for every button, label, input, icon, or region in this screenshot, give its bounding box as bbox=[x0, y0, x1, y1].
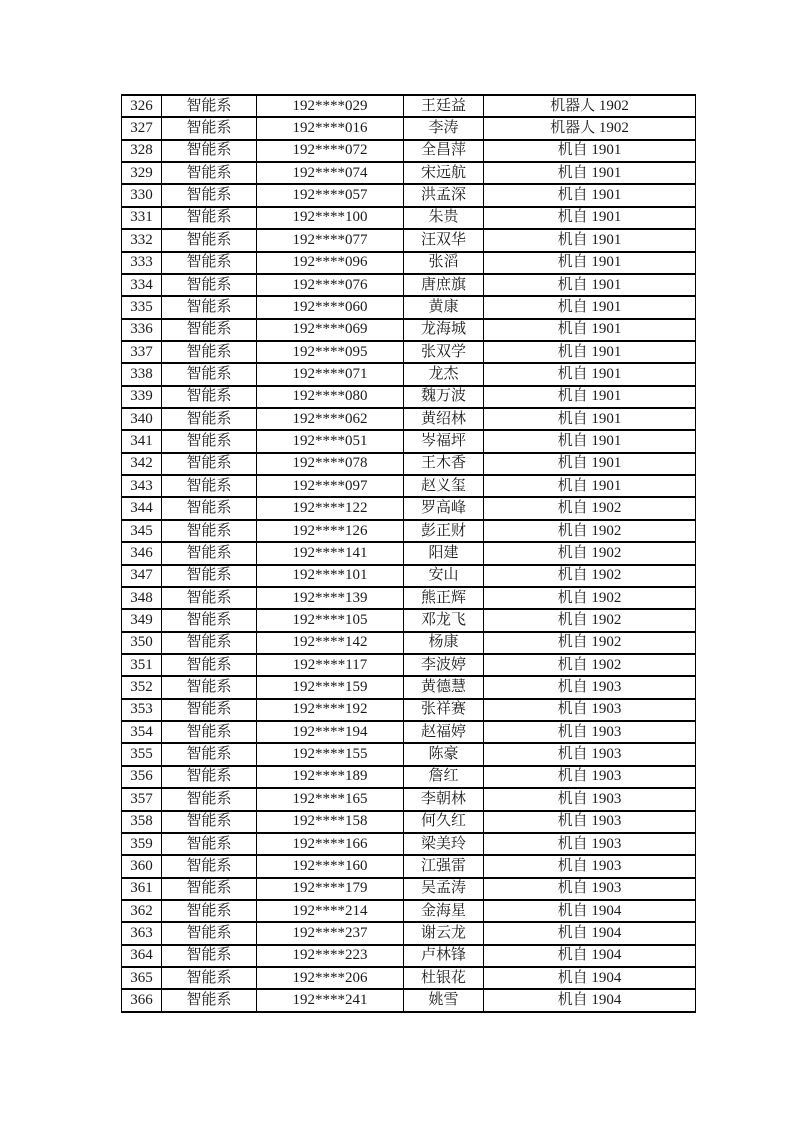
cell-index: 340 bbox=[122, 408, 162, 430]
cell-student-id: 192****062 bbox=[257, 408, 404, 430]
cell-index: 330 bbox=[122, 184, 162, 206]
cell-class: 机自 1901 bbox=[484, 162, 696, 184]
cell-index: 346 bbox=[122, 542, 162, 564]
cell-student-id: 192****139 bbox=[257, 587, 404, 609]
table-row bbox=[122, 319, 696, 341]
cell-department: 智能系 bbox=[162, 274, 257, 296]
cell-name: 阳建 bbox=[404, 542, 484, 564]
cell-index: 359 bbox=[122, 833, 162, 855]
table-row bbox=[122, 140, 696, 162]
cell-class: 机自 1902 bbox=[484, 609, 696, 631]
cell-student-id: 192****160 bbox=[257, 855, 404, 877]
cell-class: 机自 1901 bbox=[484, 296, 696, 318]
cell-student-id: 192****122 bbox=[257, 497, 404, 519]
table-row bbox=[122, 520, 696, 542]
cell-student-id: 192****117 bbox=[257, 654, 404, 676]
cell-name: 汪双华 bbox=[404, 229, 484, 251]
cell-name: 金海星 bbox=[404, 900, 484, 922]
cell-class: 机自 1904 bbox=[484, 922, 696, 944]
cell-name: 宋远航 bbox=[404, 162, 484, 184]
table-row bbox=[122, 95, 696, 117]
cell-class: 机自 1901 bbox=[484, 453, 696, 475]
table-row bbox=[122, 743, 696, 765]
cell-name: 谢云龙 bbox=[404, 922, 484, 944]
cell-class: 机自 1903 bbox=[484, 811, 696, 833]
cell-student-id: 192****126 bbox=[257, 520, 404, 542]
cell-index: 328 bbox=[122, 140, 162, 162]
table-row bbox=[122, 721, 696, 743]
cell-student-id: 192****237 bbox=[257, 922, 404, 944]
cell-index: 351 bbox=[122, 654, 162, 676]
student-table-body bbox=[122, 95, 696, 1012]
cell-name: 陈豪 bbox=[404, 743, 484, 765]
cell-class: 机自 1903 bbox=[484, 878, 696, 900]
cell-student-id: 192****192 bbox=[257, 699, 404, 721]
cell-student-id: 192****078 bbox=[257, 453, 404, 475]
cell-index: 338 bbox=[122, 363, 162, 385]
cell-name: 岑福坪 bbox=[404, 430, 484, 452]
cell-name: 杨康 bbox=[404, 632, 484, 654]
cell-student-id: 192****076 bbox=[257, 274, 404, 296]
cell-name: 张双学 bbox=[404, 341, 484, 363]
cell-index: 334 bbox=[122, 274, 162, 296]
cell-department: 智能系 bbox=[162, 900, 257, 922]
cell-index: 358 bbox=[122, 811, 162, 833]
table-row bbox=[122, 386, 696, 408]
table-row bbox=[122, 766, 696, 788]
cell-department: 智能系 bbox=[162, 654, 257, 676]
cell-class: 机自 1902 bbox=[484, 565, 696, 587]
cell-index: 326 bbox=[122, 95, 162, 117]
cell-name: 魏万波 bbox=[404, 386, 484, 408]
cell-student-id: 192****080 bbox=[257, 386, 404, 408]
cell-name: 梁美玲 bbox=[404, 833, 484, 855]
cell-student-id: 192****105 bbox=[257, 609, 404, 631]
cell-student-id: 192****189 bbox=[257, 766, 404, 788]
cell-name: 赵福婷 bbox=[404, 721, 484, 743]
cell-name: 李波婷 bbox=[404, 654, 484, 676]
cell-department: 智能系 bbox=[162, 878, 257, 900]
cell-name: 朱贵 bbox=[404, 207, 484, 229]
cell-index: 349 bbox=[122, 609, 162, 631]
cell-department: 智能系 bbox=[162, 95, 257, 117]
cell-department: 智能系 bbox=[162, 542, 257, 564]
cell-student-id: 192****214 bbox=[257, 900, 404, 922]
cell-student-id: 192****029 bbox=[257, 95, 404, 117]
cell-department: 智能系 bbox=[162, 855, 257, 877]
cell-name: 姚雪 bbox=[404, 989, 484, 1012]
cell-department: 智能系 bbox=[162, 296, 257, 318]
cell-department: 智能系 bbox=[162, 386, 257, 408]
cell-index: 344 bbox=[122, 497, 162, 519]
cell-class: 机自 1901 bbox=[484, 386, 696, 408]
cell-student-id: 192****142 bbox=[257, 632, 404, 654]
cell-student-id: 192****072 bbox=[257, 140, 404, 162]
cell-name: 詹红 bbox=[404, 766, 484, 788]
cell-name: 熊正辉 bbox=[404, 587, 484, 609]
cell-index: 361 bbox=[122, 878, 162, 900]
cell-class: 机自 1901 bbox=[484, 341, 696, 363]
table-row bbox=[122, 453, 696, 475]
cell-index: 356 bbox=[122, 766, 162, 788]
cell-student-id: 192****097 bbox=[257, 475, 404, 497]
cell-class: 机自 1901 bbox=[484, 229, 696, 251]
table-row bbox=[122, 989, 696, 1012]
cell-name: 唐庶旗 bbox=[404, 274, 484, 296]
table-row bbox=[122, 900, 696, 922]
cell-name: 王廷益 bbox=[404, 95, 484, 117]
cell-department: 智能系 bbox=[162, 363, 257, 385]
table-row bbox=[122, 654, 696, 676]
cell-name: 全昌萍 bbox=[404, 140, 484, 162]
cell-department: 智能系 bbox=[162, 609, 257, 631]
table-row bbox=[122, 609, 696, 631]
table-row bbox=[122, 833, 696, 855]
cell-class: 机自 1901 bbox=[484, 408, 696, 430]
cell-department: 智能系 bbox=[162, 833, 257, 855]
cell-name: 黄绍林 bbox=[404, 408, 484, 430]
cell-class: 机器人 1902 bbox=[484, 117, 696, 139]
cell-index: 343 bbox=[122, 475, 162, 497]
cell-department: 智能系 bbox=[162, 788, 257, 810]
cell-student-id: 192****069 bbox=[257, 319, 404, 341]
cell-index: 366 bbox=[122, 989, 162, 1012]
cell-class: 机自 1902 bbox=[484, 632, 696, 654]
cell-student-id: 192****158 bbox=[257, 811, 404, 833]
table-row bbox=[122, 788, 696, 810]
student-table bbox=[121, 94, 696, 1013]
cell-student-id: 192****206 bbox=[257, 967, 404, 989]
cell-student-id: 192****155 bbox=[257, 743, 404, 765]
cell-index: 348 bbox=[122, 587, 162, 609]
cell-class: 机自 1903 bbox=[484, 721, 696, 743]
cell-class: 机自 1902 bbox=[484, 587, 696, 609]
cell-student-id: 192****074 bbox=[257, 162, 404, 184]
cell-index: 355 bbox=[122, 743, 162, 765]
table-row bbox=[122, 117, 696, 139]
cell-department: 智能系 bbox=[162, 341, 257, 363]
cell-class: 机自 1902 bbox=[484, 497, 696, 519]
cell-student-id: 192****159 bbox=[257, 676, 404, 698]
cell-index: 353 bbox=[122, 699, 162, 721]
cell-student-id: 192****179 bbox=[257, 878, 404, 900]
cell-class: 机自 1903 bbox=[484, 766, 696, 788]
table-row bbox=[122, 207, 696, 229]
cell-name: 洪孟深 bbox=[404, 184, 484, 206]
cell-index: 337 bbox=[122, 341, 162, 363]
cell-name: 安山 bbox=[404, 565, 484, 587]
table-row bbox=[122, 878, 696, 900]
cell-name: 何久红 bbox=[404, 811, 484, 833]
cell-student-id: 192****095 bbox=[257, 341, 404, 363]
cell-index: 363 bbox=[122, 922, 162, 944]
cell-index: 352 bbox=[122, 676, 162, 698]
table-row bbox=[122, 699, 696, 721]
cell-student-id: 192****166 bbox=[257, 833, 404, 855]
cell-department: 智能系 bbox=[162, 408, 257, 430]
cell-index: 341 bbox=[122, 430, 162, 452]
cell-class: 机自 1903 bbox=[484, 743, 696, 765]
table-row bbox=[122, 632, 696, 654]
cell-name: 龙杰 bbox=[404, 363, 484, 385]
table-row bbox=[122, 855, 696, 877]
cell-index: 354 bbox=[122, 721, 162, 743]
cell-student-id: 192****096 bbox=[257, 252, 404, 274]
cell-name: 王木香 bbox=[404, 453, 484, 475]
cell-index: 333 bbox=[122, 252, 162, 274]
cell-index: 327 bbox=[122, 117, 162, 139]
table-row bbox=[122, 430, 696, 452]
cell-class: 机自 1901 bbox=[484, 207, 696, 229]
table-row bbox=[122, 497, 696, 519]
cell-department: 智能系 bbox=[162, 587, 257, 609]
cell-department: 智能系 bbox=[162, 632, 257, 654]
cell-class: 机自 1901 bbox=[484, 252, 696, 274]
cell-department: 智能系 bbox=[162, 565, 257, 587]
cell-department: 智能系 bbox=[162, 117, 257, 139]
cell-student-id: 192****100 bbox=[257, 207, 404, 229]
cell-department: 智能系 bbox=[162, 430, 257, 452]
cell-student-id: 192****051 bbox=[257, 430, 404, 452]
cell-index: 336 bbox=[122, 319, 162, 341]
table-row bbox=[122, 922, 696, 944]
cell-student-id: 192****071 bbox=[257, 363, 404, 385]
table-row bbox=[122, 676, 696, 698]
cell-name: 李涛 bbox=[404, 117, 484, 139]
cell-name: 张滔 bbox=[404, 252, 484, 274]
cell-student-id: 192****165 bbox=[257, 788, 404, 810]
cell-student-id: 192****141 bbox=[257, 542, 404, 564]
cell-name: 卢林锋 bbox=[404, 945, 484, 967]
table-row bbox=[122, 565, 696, 587]
table-row bbox=[122, 408, 696, 430]
cell-class: 机自 1901 bbox=[484, 363, 696, 385]
cell-class: 机自 1904 bbox=[484, 967, 696, 989]
cell-department: 智能系 bbox=[162, 989, 257, 1012]
cell-class: 机自 1904 bbox=[484, 900, 696, 922]
cell-name: 张祥赛 bbox=[404, 699, 484, 721]
cell-class: 机自 1903 bbox=[484, 676, 696, 698]
cell-class: 机自 1903 bbox=[484, 788, 696, 810]
cell-class: 机自 1903 bbox=[484, 699, 696, 721]
cell-name: 李朝林 bbox=[404, 788, 484, 810]
cell-class: 机自 1902 bbox=[484, 542, 696, 564]
cell-department: 智能系 bbox=[162, 475, 257, 497]
cell-student-id: 192****223 bbox=[257, 945, 404, 967]
cell-department: 智能系 bbox=[162, 497, 257, 519]
cell-department: 智能系 bbox=[162, 207, 257, 229]
cell-student-id: 192****060 bbox=[257, 296, 404, 318]
table-row bbox=[122, 811, 696, 833]
cell-department: 智能系 bbox=[162, 721, 257, 743]
cell-student-id: 192****101 bbox=[257, 565, 404, 587]
cell-index: 329 bbox=[122, 162, 162, 184]
table-row bbox=[122, 587, 696, 609]
table-row bbox=[122, 252, 696, 274]
table-row bbox=[122, 296, 696, 318]
cell-name: 龙海城 bbox=[404, 319, 484, 341]
cell-student-id: 192****077 bbox=[257, 229, 404, 251]
cell-department: 智能系 bbox=[162, 811, 257, 833]
cell-index: 357 bbox=[122, 788, 162, 810]
cell-student-id: 192****241 bbox=[257, 989, 404, 1012]
cell-department: 智能系 bbox=[162, 967, 257, 989]
cell-index: 331 bbox=[122, 207, 162, 229]
table-row bbox=[122, 274, 696, 296]
cell-class: 机自 1903 bbox=[484, 855, 696, 877]
cell-index: 365 bbox=[122, 967, 162, 989]
cell-class: 机自 1903 bbox=[484, 833, 696, 855]
cell-name: 赵义玺 bbox=[404, 475, 484, 497]
cell-index: 332 bbox=[122, 229, 162, 251]
cell-department: 智能系 bbox=[162, 766, 257, 788]
cell-index: 364 bbox=[122, 945, 162, 967]
cell-class: 机自 1902 bbox=[484, 520, 696, 542]
table-row bbox=[122, 162, 696, 184]
cell-class: 机器人 1902 bbox=[484, 95, 696, 117]
cell-name: 邓龙飞 bbox=[404, 609, 484, 631]
cell-index: 347 bbox=[122, 565, 162, 587]
cell-class: 机自 1904 bbox=[484, 989, 696, 1012]
table-row bbox=[122, 184, 696, 206]
cell-student-id: 192****016 bbox=[257, 117, 404, 139]
cell-class: 机自 1901 bbox=[484, 475, 696, 497]
cell-department: 智能系 bbox=[162, 945, 257, 967]
table-row bbox=[122, 363, 696, 385]
cell-name: 彭正财 bbox=[404, 520, 484, 542]
cell-name: 杜银花 bbox=[404, 967, 484, 989]
cell-name: 黄德慧 bbox=[404, 676, 484, 698]
cell-index: 342 bbox=[122, 453, 162, 475]
table-row bbox=[122, 967, 696, 989]
table-row bbox=[122, 229, 696, 251]
cell-department: 智能系 bbox=[162, 699, 257, 721]
table-row bbox=[122, 542, 696, 564]
cell-department: 智能系 bbox=[162, 184, 257, 206]
cell-department: 智能系 bbox=[162, 453, 257, 475]
cell-name: 罗高峰 bbox=[404, 497, 484, 519]
cell-department: 智能系 bbox=[162, 319, 257, 341]
cell-department: 智能系 bbox=[162, 140, 257, 162]
cell-student-id: 192****194 bbox=[257, 721, 404, 743]
cell-department: 智能系 bbox=[162, 229, 257, 251]
cell-name: 黄康 bbox=[404, 296, 484, 318]
cell-class: 机自 1901 bbox=[484, 184, 696, 206]
cell-index: 350 bbox=[122, 632, 162, 654]
table-row bbox=[122, 341, 696, 363]
cell-index: 339 bbox=[122, 386, 162, 408]
cell-department: 智能系 bbox=[162, 676, 257, 698]
table-row bbox=[122, 475, 696, 497]
cell-class: 机自 1901 bbox=[484, 274, 696, 296]
cell-class: 机自 1901 bbox=[484, 140, 696, 162]
cell-name: 吴孟涛 bbox=[404, 878, 484, 900]
cell-class: 机自 1902 bbox=[484, 654, 696, 676]
table-row bbox=[122, 945, 696, 967]
cell-department: 智能系 bbox=[162, 252, 257, 274]
cell-student-id: 192****057 bbox=[257, 184, 404, 206]
cell-department: 智能系 bbox=[162, 520, 257, 542]
cell-index: 362 bbox=[122, 900, 162, 922]
cell-class: 机自 1901 bbox=[484, 319, 696, 341]
cell-name: 江强雷 bbox=[404, 855, 484, 877]
cell-index: 335 bbox=[122, 296, 162, 318]
cell-department: 智能系 bbox=[162, 162, 257, 184]
cell-department: 智能系 bbox=[162, 922, 257, 944]
cell-department: 智能系 bbox=[162, 743, 257, 765]
cell-class: 机自 1904 bbox=[484, 945, 696, 967]
cell-index: 360 bbox=[122, 855, 162, 877]
cell-class: 机自 1901 bbox=[484, 430, 696, 452]
cell-index: 345 bbox=[122, 520, 162, 542]
